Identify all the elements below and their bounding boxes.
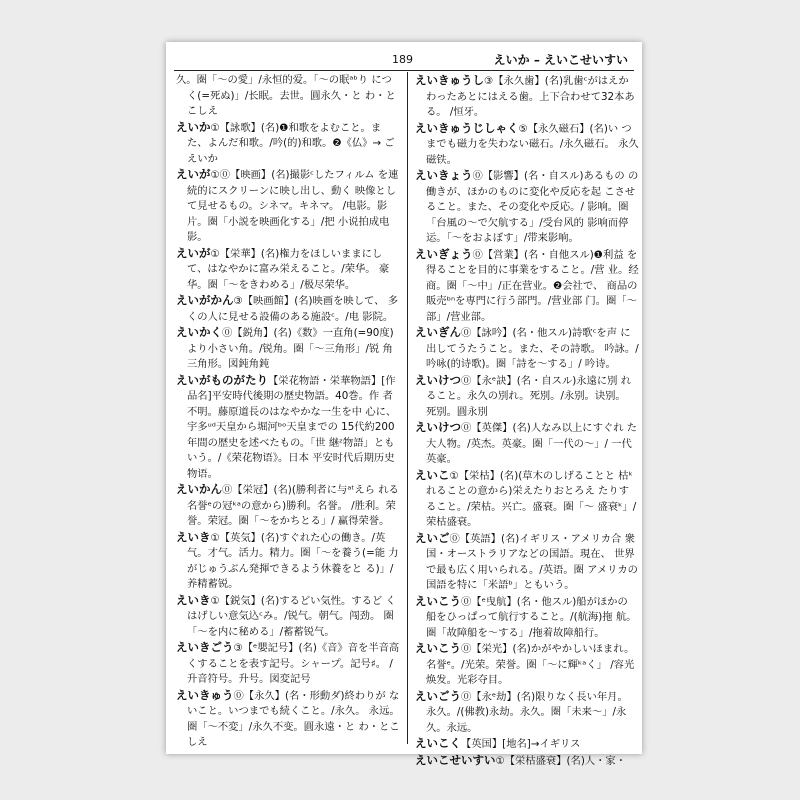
dictionary-entry [415, 168, 639, 247]
dictionary-entry [176, 293, 400, 325]
entry-definition: ⓪【永ᵉ劫】(名)限りなく長い年月。 永久。/(佛教)永劫。永久。圏「未来～」/永 久。永远。 [426, 690, 628, 734]
dictionary-entry [415, 531, 639, 594]
dictionary-entry [415, 468, 639, 531]
entry-headword: えいごう [415, 688, 461, 703]
dictionary-entry [415, 420, 639, 468]
dictionary-entry [176, 688, 400, 751]
entry-definition: ③【映画館】(名)映画を映して、 多くの人に見せる設備のある施設ᶜ。/电 影院。 [187, 295, 398, 323]
entry-headword: えいきごう [176, 640, 234, 654]
entry-headword: えいかく [176, 325, 222, 339]
entry-definition: ⓪【永久】(名・形動ダ)終わりが ないこと。いつまでも続くこと。/永久。 永远。圏「～不変」/永久不变。圓永遠・と わ・とこしえ [187, 689, 400, 748]
dictionary-entry [176, 167, 400, 246]
right-column [415, 73, 639, 769]
entry-definition: ①⓪【映画】(名)撮影ᶜしたフィルム を連続的にスクリーンに映し出し、動く 映像として見せるもの。シネマ。キネマ。 /电影。影片。圏「小説を映画化する」/把 小说拍成电影。 [187, 169, 399, 243]
entry-definition: ①【栄枯盛衰】(名)人・家・ [495, 754, 627, 767]
entry-headword: えいきょう [415, 168, 473, 182]
dictionary-entry [176, 640, 400, 688]
entry-definition: 久。圏「～の愛」/永恒的爱。「～の眠ᵃᵇり につく(=死ぬ)」/长眠。去世。圓永久・と わ・とこしえ [176, 74, 396, 117]
entry-definition: ⓪【英傑】(名)人なみ以上にすぐれ た大人物。/英杰。英豪。圏「一代の～」/ 一代英豪。 [426, 422, 638, 465]
entry-definition: ①【英気】(名)すぐれた心の働き。/英 气。才气。活力。精力。圏「～を養う(=能 力がじゅうぶん発揮できるよう休養をと る)」/养精蓄锐。 [187, 531, 399, 590]
entry-definition: ③【ᵉ嬰記号】(名)《音》音を半音高 くすることを表す記号。シャープ。記号♯。 /升音符号。升号。図変記号 [187, 642, 400, 685]
entry-definition: ①【詠歌】(名)❶和歌をよむこと。ま た、よんだ和歌。/吟(的)和歌。❷《仏》→ ごえいか [187, 121, 395, 165]
entry-headword: えいこ [415, 467, 450, 482]
entry-headword: えいこせいすい [415, 752, 496, 767]
dictionary-entry [176, 530, 400, 593]
entry-headword: えいこう [415, 593, 461, 608]
entry-headword: えいき [176, 529, 211, 544]
entry-headword: えいがかん [176, 293, 234, 307]
left-column [176, 73, 400, 751]
entry-definition: ⓪【ᵉ曳航】(名・他スル)船がほかの 船をひっぱって航行すること。/(航海)拖 航。圏「故障船を～する」/拖着故障船行。 [426, 595, 637, 639]
entry-headword: えいぎん [415, 325, 461, 339]
entry-definition: ③【永久歯】(名)乳歯ᶜがはえか わったあとにはえる歯。上下合わせて32本ある。 /恒牙。 [426, 75, 635, 118]
dictionary-entry [176, 73, 400, 120]
page-header [166, 42, 642, 74]
entry-definition: ⓪【栄冠】(名)(勝利者に与ᵃᵗえら れる名誉ᵉの冠ᵏᵃの意から)勝利。名誉。 /胜利。荣誉。荣冠。圏「～をかちとる」/ 赢得荣誉。 [187, 484, 399, 527]
dictionary-entry [415, 753, 639, 770]
entry-headword: えいご [415, 530, 450, 545]
entry-definition: ⓪【永ᵉ訣】(名・自スル)永遠に別 れること。永久の別れ。死別。/永别。诀别。 死别。圓永別 [426, 374, 632, 418]
entry-headword: えいが [176, 245, 211, 260]
entry-headword: えいきゅう [176, 687, 234, 702]
entry-headword: えいこく [415, 736, 461, 750]
entry-definition: 【栄花物語・栄華物語】[作 品名]平安時代後期の歴史物語。40巻。作 者不明。藤原道長のはなやかな一生を中 心に、宇多ᵘᵈ天皇から堀河ᵇᵒ天皇までの 15代約200年間の歴史を述べたもの。「世 継ᶻ物語」ともいう。/《荣花物语》。日本 平安时代后期历史物语。 [187, 374, 397, 480]
entry-headword: えいがものがたり [176, 372, 268, 387]
dictionary-entry [415, 247, 639, 326]
entry-headword: えいきゅうし [415, 73, 484, 87]
dictionary-entry [415, 736, 639, 753]
dictionary-entry [415, 689, 639, 737]
dictionary-entry [176, 593, 400, 641]
entry-headword: えいけつ [415, 372, 461, 387]
entry-definition: ⓪【英語】(名)イギリス・アメリカ合 衆国・オーストラリアなどの国語。現在、 世界で最も広く用いられる。/英语。圏 アメリカの国語を特に「米語ᵇ」ともいう。 [426, 532, 638, 591]
column-divider [407, 72, 408, 744]
entry-headword: えいぎょう [415, 246, 473, 261]
entry-headword: えいかん [176, 482, 222, 496]
entry-definition: 【英国】[地名]→イギリス [461, 738, 581, 750]
entry-headword: えいこう [415, 641, 461, 655]
dictionary-entry [176, 482, 400, 530]
entry-definition: ①【栄華】(名)権力をほしいままにし て、はなやかに富み栄えること。/荣华。 豪华。圏「～をきわめる」/极尽荣华。 [187, 247, 390, 291]
entry-definition: ⓪【鋭角】(名)《数》一直角(=90度) より小さい角。/锐角。圏「～三角形」/锐 角三角形。図鈍角鈍 [187, 327, 394, 370]
page-number: 189 [392, 53, 413, 66]
entry-headword: えいけつ [415, 420, 461, 434]
entry-definition: ①【栄枯】(名)(草木のしげることと 枯ᵏれることの意から)栄えたりおとろえ たりすること。/荣枯。兴亡。盛衰。圏「～ 盛衰ᵏ」/荣枯盛衰。 [426, 469, 637, 528]
entry-headword: えいき [176, 592, 211, 607]
running-head: えいか – えいこせいすい [493, 53, 628, 67]
entry-definition: ⓪【営業】(名・自他スル)❶利益 を得ることを目的に事業をすること。/营 业。经商。圏「～中」/正在营业。❷会社で、 商品の販売ᵇⁿを専門に行う部門。/营业部 门。圏「～部」/营业部。 [426, 248, 639, 323]
entry-definition: ⓪【詠吟】(名・他スル)詩歌ᶜを声 に出してうたうこと。また、その詩歌。 吟詠。/吟咏(的诗歌)。圏「詩を～する」/ 吟诗。 [426, 327, 639, 370]
dictionary-entry [176, 325, 400, 373]
entry-definition: ①【鋭気】(名)するどい気性。するど くはげしい意気込ᶜみ。/锐气。朝气。闯劲。 圏「～を内に秘める」/蓄蓄锐气。 [187, 594, 396, 638]
entry-definition: ⓪【影響】(名・自スル)あるもの の働きが、ほかのものに変化や反応を起 こさせること。また、その変化や反応。/ 影响。圏「台風の～で欠航する」/受台风的 影响而停运。「～をおよぼす」/带来影响。 [426, 170, 639, 244]
entry-headword: えいが [176, 167, 211, 181]
dictionary-page [166, 42, 642, 767]
entry-headword: えいきゅうじしゃく [415, 120, 519, 135]
dictionary-entry [415, 641, 639, 689]
dictionary-entry [415, 373, 639, 421]
dictionary-entry [415, 594, 639, 642]
entry-headword: えいか [176, 119, 211, 134]
entry-definition: ⑤【永久磁石】(名)い つまでも磁力を失わない磁石。/永久磁石。 永久磁铁。 [426, 122, 639, 166]
dictionary-entry [415, 325, 639, 373]
dictionary-entry [176, 120, 400, 168]
header-rule [174, 70, 634, 71]
dictionary-entry [176, 246, 400, 294]
dictionary-entry [415, 121, 639, 169]
dictionary-entry [415, 73, 639, 121]
dictionary-entry [176, 373, 400, 483]
entry-definition: ⓪【栄光】(名)かがやかしいほまれ。 名誉ᵉ。/光荣。荣誉。圏「～に輝ᵏᵃく」 /容光焕发。光彩夺目。 [426, 643, 635, 686]
